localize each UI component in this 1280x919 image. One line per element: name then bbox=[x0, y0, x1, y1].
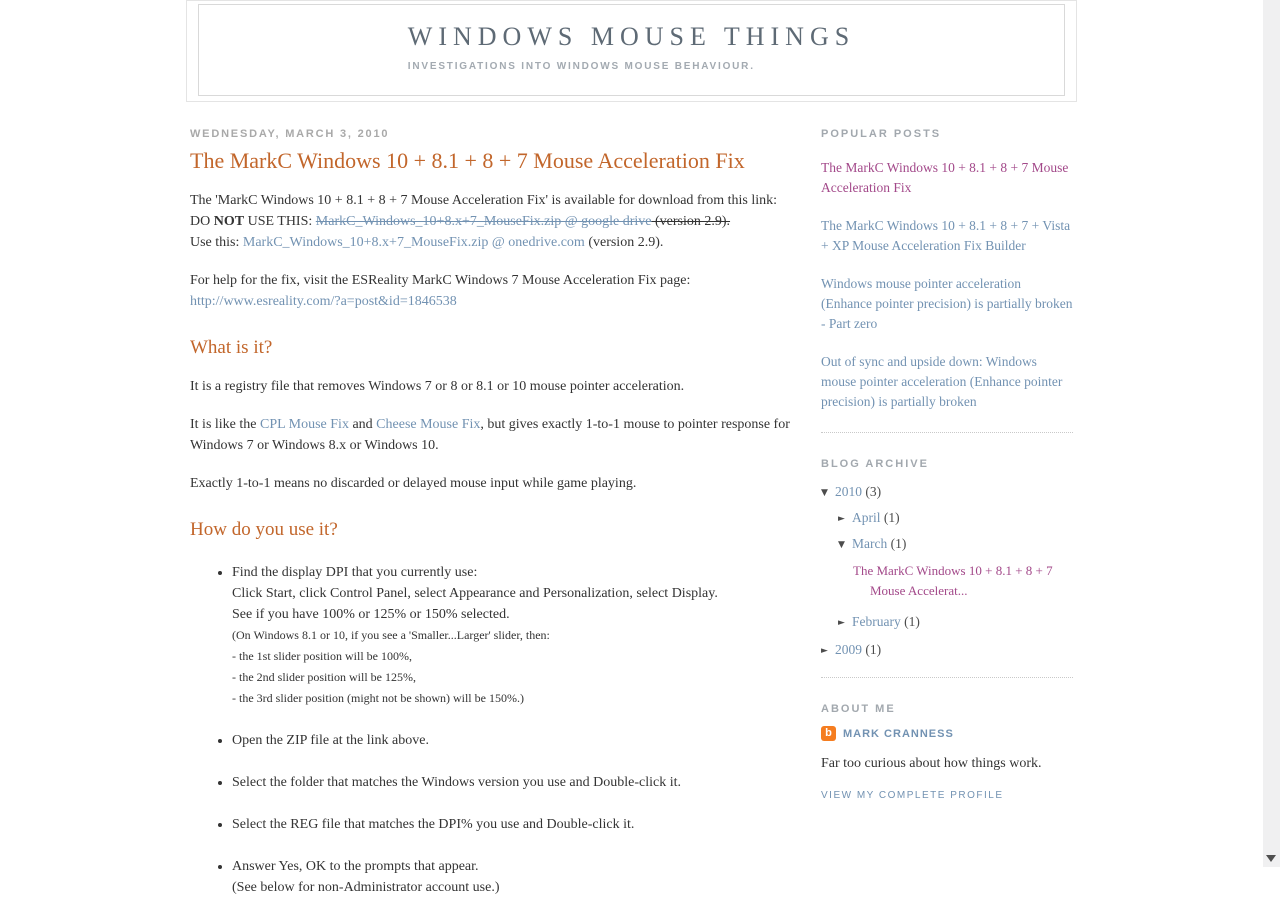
expand-toggle-icon[interactable]: ► bbox=[821, 646, 828, 656]
cheese-mouse-fix-link[interactable]: Cheese Mouse Fix bbox=[376, 416, 481, 432]
list-item bbox=[232, 772, 830, 793]
step-line: • Open the ZIP file at the link above. bbox=[232, 732, 429, 748]
new-version-text: (version 2.9). bbox=[584, 234, 664, 250]
blog-archive-tree bbox=[821, 483, 1073, 660]
how-to-heading: How do you use it? bbox=[190, 518, 338, 540]
esreality-link[interactable]: http://www.esreality.com/?a=post&id=1846538 bbox=[190, 293, 457, 309]
help-paragraph bbox=[190, 270, 830, 312]
list-item bbox=[232, 856, 830, 898]
what-paragraph-3: Exactly 1-to-1 means no discarded or delayed mouse input while game playing. bbox=[190, 475, 637, 491]
archive-month-link[interactable]: March bbox=[852, 536, 888, 551]
expand-toggle-icon[interactable]: ► bbox=[838, 618, 845, 628]
archive-post-link[interactable]: The MarkC Windows 10 + 8.1 + 8 + 7 Mouse Accelerat... bbox=[853, 563, 1053, 598]
blog-archive-heading: BLOG ARCHIVE bbox=[821, 458, 929, 470]
what-paragraph-1: It is a registry file that removes Windows 7 or 8 or 8.1 or 10 mouse pointer acceleration. bbox=[190, 378, 685, 394]
dotted-divider bbox=[821, 677, 1073, 678]
archive-month-row bbox=[821, 535, 1073, 554]
popular-post-link[interactable]: The MarkC Windows 10 + 8.1 + 8 + 7 Mouse Acceleration Fix bbox=[821, 160, 1069, 195]
sidebar bbox=[821, 103, 1073, 801]
about-me-heading: ABOUT ME bbox=[821, 703, 896, 715]
scrollbar-down-arrow[interactable] bbox=[1266, 855, 1276, 862]
cpl-mouse-fix-link[interactable]: CPL Mouse Fix bbox=[260, 416, 349, 432]
post-title-link[interactable]: The MarkC Windows 10 + 8.1 + 8 + 7 Mouse Acceleration Fix bbox=[190, 148, 745, 173]
blog-header-box bbox=[198, 4, 1065, 96]
list-item bbox=[232, 562, 830, 709]
step-line: • Select the REG file that matches the DPI% you use and Double-click it. bbox=[232, 816, 635, 832]
profile-name-link[interactable]: MARK CRANNESS bbox=[843, 727, 954, 740]
step-subline: (On Windows 8.1 or 10, if you see a 'Smaller...Larger' slider, then: bbox=[232, 627, 550, 642]
popular-post-link[interactable]: Windows mouse pointer acceleration (Enhance pointer precision) is partially broken - Part zero bbox=[821, 276, 1073, 331]
step-subline: - the 1st slider position will be 100%, bbox=[232, 648, 412, 663]
post-date: WEDNESDAY, MARCH 3, 2010 bbox=[190, 128, 390, 140]
archive-count: (1) bbox=[883, 510, 900, 525]
list-item bbox=[232, 814, 830, 835]
archive-year-link[interactable]: 2010 bbox=[835, 484, 862, 499]
help-line1: For help for the fix, visit the ESReality MarkC Windows 7 Mouse Acceleration Fix page: bbox=[190, 272, 691, 288]
step-line: • Answer Yes, OK to the prompts that appear. bbox=[232, 858, 479, 874]
intro-paragraph bbox=[190, 190, 830, 253]
blog-title-link[interactable]: WINDOWS MOUSE THINGS bbox=[407, 22, 856, 51]
step-line: • Select the folder that matches the Windows version you use and Double-click it. bbox=[232, 774, 682, 790]
archive-count: (1) bbox=[904, 614, 920, 629]
step-line: See if you have 100% or 125% or 150% selected. bbox=[232, 606, 510, 622]
step-line: • Find the display DPI that you currently use: bbox=[232, 564, 478, 580]
what-p2-pre: It is like the bbox=[190, 416, 260, 432]
blog-header bbox=[186, 0, 1077, 102]
what-paragraph-2 bbox=[190, 414, 830, 456]
profile-row bbox=[821, 726, 1073, 741]
what-p2-and: and bbox=[348, 416, 377, 432]
old-download-link[interactable]: MarkC_Windows_10+8.x+7_MouseFix.zip @ google drive bbox=[315, 213, 652, 229]
onedrive-download-link[interactable]: MarkC_Windows_10+8.x+7_MouseFix.zip @ onedrive.com bbox=[242, 234, 585, 250]
archive-year-link[interactable]: 2009 bbox=[835, 642, 862, 657]
what-is-it-heading: What is it? bbox=[190, 336, 273, 358]
use-prefix-text: Use this: bbox=[190, 234, 243, 250]
old-version-text: (version 2.9). bbox=[651, 213, 731, 229]
archive-count: (3) bbox=[865, 484, 882, 499]
archive-year-row bbox=[821, 483, 1073, 502]
popular-post-link[interactable]: Out of sync and upside down: Windows mouse pointer acceleration (Enhance pointer precision) is partially broken bbox=[821, 354, 1063, 409]
archive-month-link[interactable]: February bbox=[852, 614, 901, 629]
instructions-list bbox=[190, 562, 830, 898]
profile-bio: Far too curious about how things work. bbox=[821, 756, 1042, 771]
archive-count: (1) bbox=[890, 536, 907, 551]
view-profile-link[interactable]: VIEW MY COMPLETE PROFILE bbox=[821, 790, 1004, 801]
popular-posts-heading: POPULAR POSTS bbox=[821, 128, 942, 140]
step-line: (See below for non-Administrator account use.) bbox=[232, 879, 500, 895]
scrollbar[interactable] bbox=[1263, 0, 1280, 867]
not-bold-text: NOT bbox=[213, 213, 245, 229]
collapse-toggle-icon[interactable]: ▼ bbox=[838, 540, 845, 550]
step-line: Click Start, click Control Panel, select Appearance and Personalization, select Display. bbox=[232, 585, 718, 601]
dotted-divider bbox=[821, 432, 1073, 433]
archive-month-row bbox=[821, 509, 1073, 528]
what-p2-post: , but gives exactly 1-to-1 mouse to pointer response for Windows 7 or Windows 8.x or Windows 10. bbox=[190, 416, 790, 453]
list-item bbox=[232, 730, 830, 751]
blog-subtitle: INVESTIGATIONS INTO WINDOWS MOUSE BEHAVIOUR. bbox=[407, 61, 755, 72]
use-this-text: USE THIS: bbox=[244, 213, 316, 229]
popular-posts-list bbox=[821, 158, 1073, 412]
archive-month-link[interactable]: April bbox=[852, 510, 881, 525]
archive-count: (1) bbox=[865, 642, 882, 657]
popular-post-link[interactable]: The MarkC Windows 10 + 8.1 + 8 + 7 + Vista + XP Mouse Acceleration Fix Builder bbox=[821, 218, 1071, 253]
post-column bbox=[190, 103, 830, 919]
intro-line1: The 'MarkC Windows 10 + 8.1 + 8 + 7 Mouse Acceleration Fix' is available for download from this link: bbox=[190, 192, 778, 208]
do-text: DO bbox=[190, 213, 214, 229]
step-subline: - the 3rd slider position (might not be shown) will be 150%.) bbox=[232, 690, 524, 705]
collapse-toggle-icon[interactable]: ▼ bbox=[821, 488, 828, 498]
blog-header-text bbox=[408, 22, 855, 72]
expand-toggle-icon[interactable]: ► bbox=[838, 514, 845, 524]
archive-month-row bbox=[821, 613, 1073, 632]
step-subline: - the 2nd slider position will be 125%, bbox=[232, 669, 416, 684]
archive-year-row bbox=[821, 641, 1073, 660]
blogger-icon: b bbox=[821, 726, 836, 741]
